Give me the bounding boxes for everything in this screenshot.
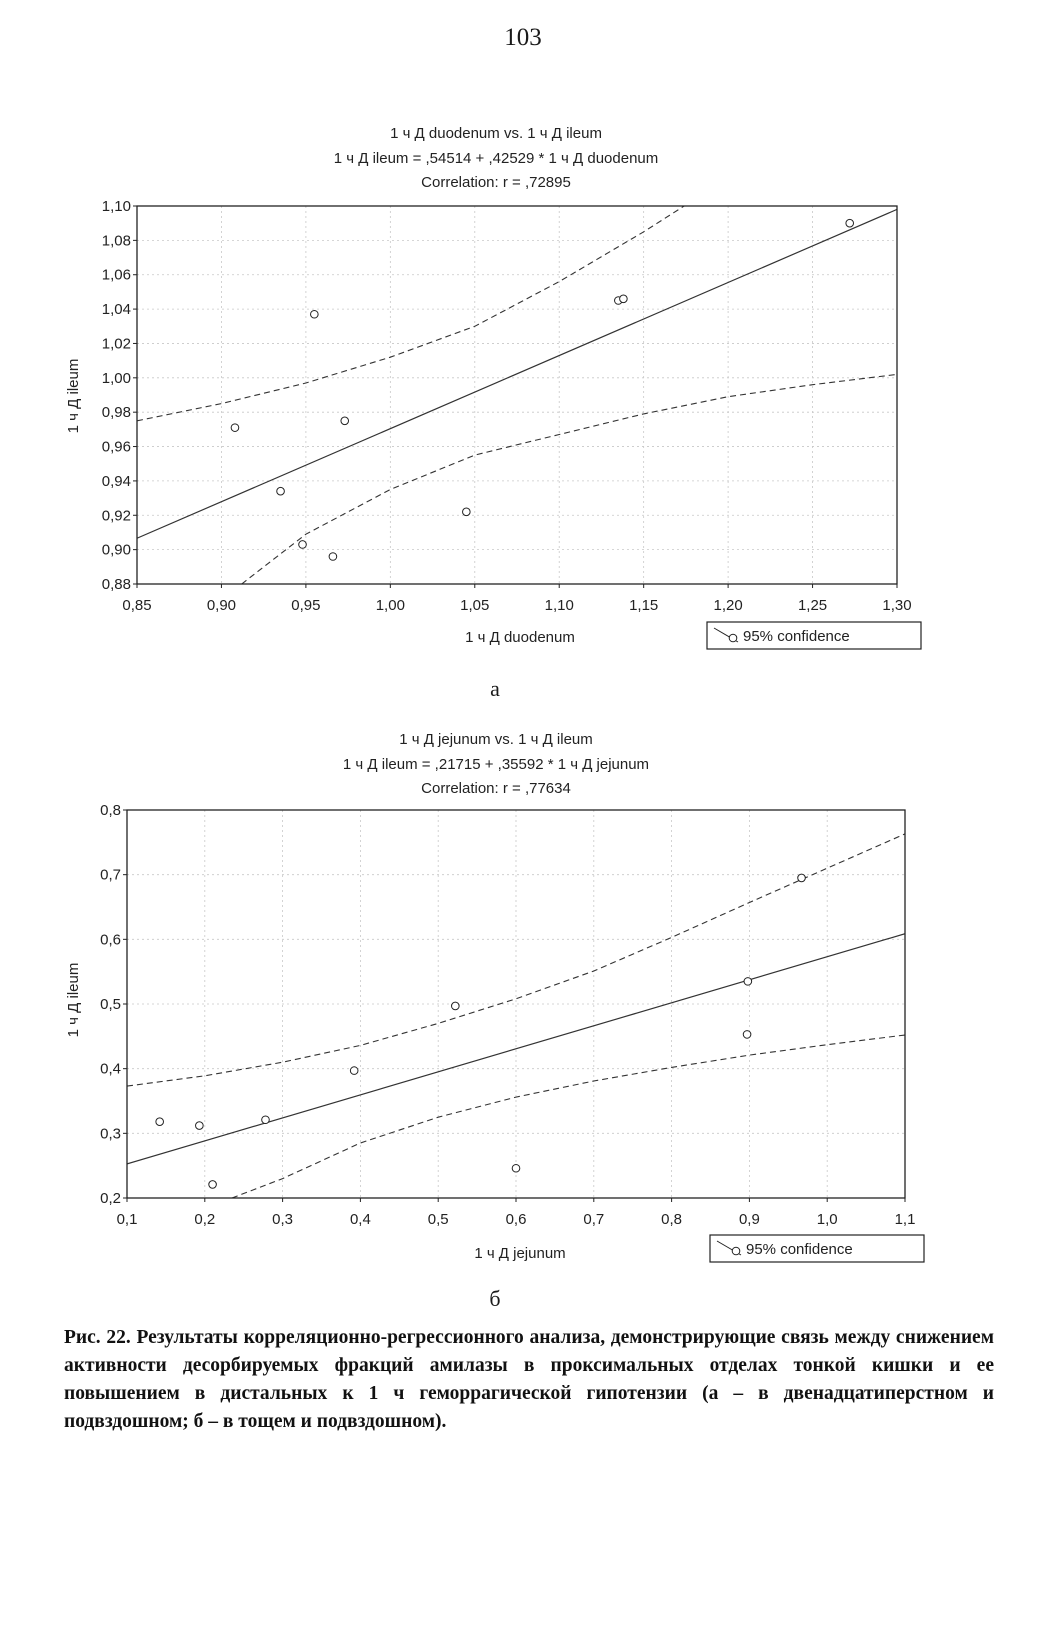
legend: [710, 1235, 924, 1262]
chart-correlation: Correlation: r = ,72895: [421, 174, 571, 191]
y-tick-label: 0,96: [101, 438, 131, 456]
y-axis-label: 1 ч Д ileum: [65, 358, 82, 434]
y-tick-label: 0,98: [101, 404, 131, 422]
chart-subtitle: 1 ч Д ileum = ,54514 + ,42529 * 1 ч Д duodenum: [333, 150, 659, 167]
y-tick-label: 0,92: [101, 507, 131, 525]
legend: [707, 622, 921, 649]
y-tick-label: 0,2: [100, 1190, 121, 1207]
y-tick-label: 1,08: [101, 232, 131, 250]
data-point: [156, 1118, 164, 1126]
page-number: 103: [504, 24, 542, 51]
y-tick-label: 1,02: [101, 335, 131, 353]
data-point: [452, 1002, 460, 1010]
data-point: [512, 1164, 520, 1172]
chart-title: 1 ч Д duodenum vs. 1 ч Д ileum: [390, 125, 602, 142]
y-tick-label: 1,06: [101, 266, 131, 284]
data-point: [262, 1116, 270, 1124]
x-tick-label: 0,6: [505, 1211, 527, 1228]
x-tick-label: 0,9: [738, 1211, 760, 1228]
x-tick-label: 1,30: [882, 597, 912, 614]
regression-line: [137, 209, 897, 538]
y-tick-label: 0,94: [101, 472, 131, 490]
x-tick-label: 1,10: [544, 597, 574, 614]
x-tick-label: 0,4: [349, 1211, 371, 1228]
x-tick-label: 0,8: [661, 1211, 683, 1228]
y-tick-label: 1,00: [101, 369, 131, 387]
data-point: [329, 553, 337, 561]
y-tick-label: 0,4: [100, 1060, 121, 1078]
legend-label: 95% confidence: [746, 1241, 853, 1258]
data-point: [743, 1031, 751, 1039]
y-tick-label: 0,90: [101, 541, 131, 559]
data-point: [209, 1181, 217, 1189]
x-tick-label: 1,15: [629, 597, 659, 614]
data-point: [350, 1067, 358, 1075]
x-tick-label: 1,25: [797, 597, 828, 614]
data-point: [463, 508, 471, 516]
x-tick-label: 0,3: [272, 1211, 294, 1228]
data-point: [311, 310, 319, 318]
y-tick-label: 0,8: [100, 802, 121, 819]
ci-lower-line: [242, 374, 897, 584]
data-point: [299, 541, 307, 549]
y-tick-label: 0,6: [100, 931, 121, 949]
chart-a: [0, 0, 1046, 690]
x-tick-label: 1,1: [894, 1211, 916, 1228]
y-tick-label: 0,5: [100, 996, 121, 1013]
chart-title: 1 ч Д jejunum vs. 1 ч Д ileum: [399, 731, 593, 748]
data-point: [341, 417, 349, 425]
x-tick-label: 1,00: [375, 597, 405, 614]
x-tick-label: 0,85: [122, 597, 152, 614]
ci-lower-line: [232, 1035, 905, 1198]
y-tick-label: 1,04: [101, 301, 131, 319]
legend-label: 95% confidence: [743, 628, 850, 645]
data-point: [620, 295, 628, 303]
data-point: [196, 1122, 204, 1130]
x-tick-label: 0,90: [206, 597, 237, 614]
chart-correlation: Correlation: r = ,77634: [421, 780, 571, 797]
chart-b: [0, 710, 1046, 1290]
y-axis-label: 1 ч Д ileum: [65, 962, 82, 1038]
data-point: [744, 978, 752, 986]
data-point: [277, 487, 285, 495]
data-point: [846, 219, 854, 227]
x-tick-label: 0,2: [194, 1211, 216, 1228]
x-tick-label: 1,0: [816, 1211, 838, 1228]
x-tick-label: 1,20: [713, 597, 743, 614]
regression-line: [127, 934, 905, 1164]
x-axis-label: 1 ч Д duodenum: [465, 629, 575, 646]
x-tick-label: 0,7: [583, 1211, 605, 1228]
x-tick-label: 0,5: [427, 1211, 449, 1228]
data-point: [798, 874, 806, 882]
x-tick-label: 0,95: [291, 597, 321, 614]
data-point: [231, 424, 239, 432]
x-tick-label: 0,1: [116, 1211, 138, 1228]
y-tick-label: 1,10: [101, 198, 131, 215]
y-tick-label: 0,88: [101, 576, 131, 593]
x-axis-label: 1 ч Д jejunum: [474, 1245, 566, 1262]
panel-label-b: б: [489, 1286, 501, 1311]
legend-marker-symbol: [732, 1247, 740, 1255]
plot-frame: [137, 206, 897, 584]
panel-label-a: а: [490, 676, 500, 701]
x-tick-label: 1,05: [460, 597, 490, 614]
chart-subtitle: 1 ч Д ileum = ,21715 + ,35592 * 1 ч Д jejunum: [342, 756, 650, 773]
y-tick-label: 0,3: [100, 1125, 121, 1143]
figure-caption: Рис. 22. Результаты корреляционно-регрессионного анализа, демонстрирующие связь между снижением активности десорбируемых фракций амилазы в проксимальных отделах тонкой кишки и ее повышением в дистальных к 1 ч геморрагической гипотензии (а – в двенадцатиперстном и подвздошном; б – в тощем и подвздошном).: [64, 1327, 994, 1432]
ci-upper-line: [137, 189, 711, 421]
legend-marker-symbol: [729, 634, 737, 642]
y-tick-label: 0,7: [100, 866, 121, 884]
